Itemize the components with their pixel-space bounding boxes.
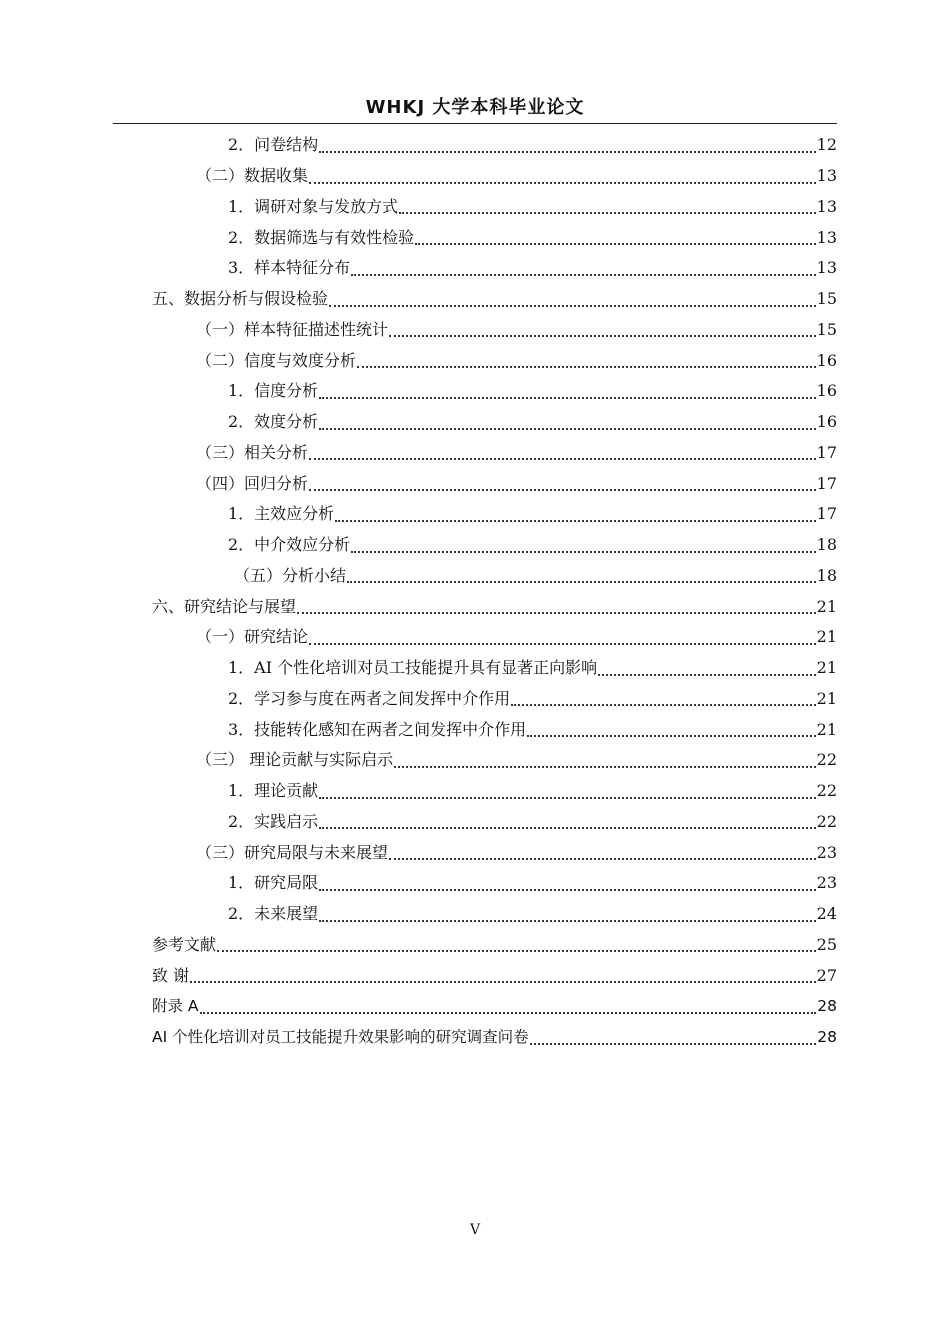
toc-dot-leader [399,211,815,214]
toc-entry-page: 15 [816,319,837,339]
toc-entry-page: 28 [817,1028,837,1047]
toc-entry-page: 28 [817,997,837,1016]
toc-entry-label: 五、数据分析与假设检验 [152,289,329,309]
toc-entry-label: 附录 A [152,997,199,1016]
toc-entry[interactable] [0,960,950,991]
toc-dot-leader [389,334,816,337]
page-header-title: WHKJ 大学本科毕业论文 [365,97,585,118]
toc-entry[interactable] [0,714,950,745]
toc-dot-leader [347,580,816,583]
toc-entry-label: （二）数据收集 [196,166,309,186]
toc-entry-label: 1．AI 个性化培训对员工技能提升具有显著正向影响 [228,658,598,678]
toc-entry[interactable] [0,807,950,838]
toc-entry-label: 2．学习参与度在两者之间发挥中介作用 [228,688,511,708]
toc-dot-leader [319,888,815,891]
toc-entry-page: 16 [816,350,837,370]
toc-entry-label: （二）信度与效度分析 [196,350,357,370]
toc-dot-leader [309,181,816,184]
toc-dot-leader [319,396,815,399]
toc-dot-leader [335,519,815,522]
toc-entry-page: 23 [816,873,837,893]
toc-entry-label: 1．理论贡献 [228,781,319,801]
toc-entry-page: 18 [816,565,837,585]
toc-dot-leader [351,550,815,553]
toc-entry[interactable] [0,837,950,868]
toc-entry[interactable] [0,868,950,899]
toc-entry-page: 21 [816,688,837,708]
toc-entry-label: 致 谢 [152,965,190,985]
toc-entry-label: 2．数据筛选与有效性检验 [228,227,415,247]
toc-entry[interactable] [0,345,950,376]
toc-dot-leader [190,980,816,983]
toc-entry[interactable] [0,776,950,807]
toc-entry-label: 3．技能转化感知在两者之间发挥中介作用 [228,719,527,739]
toc-dot-leader [394,765,816,768]
toc-entry-page: 13 [816,196,837,216]
toc-entry-page: 17 [816,473,837,493]
toc-entry-page: 17 [816,504,837,524]
toc-dot-leader [319,150,815,153]
toc-entry[interactable] [0,376,950,407]
toc-entry[interactable] [0,653,950,684]
toc-entry-label: 1．信度分析 [228,381,319,401]
toc-entry-page: 15 [816,289,837,309]
toc-entry-label: 2．未来展望 [228,904,319,924]
toc-entry[interactable] [0,130,950,161]
toc-dot-leader [389,857,816,860]
toc-entry-label: 2．中介效应分析 [228,535,351,555]
toc-entry-label: （一）研究结论 [196,627,309,647]
toc-entry-label: （三）研究局限与未来展望 [196,842,389,862]
toc-dot-leader [309,642,816,645]
toc-entry[interactable] [0,899,950,930]
toc-entry-label: 参考文献 [152,934,217,954]
toc-dot-leader [598,673,815,676]
toc-entry[interactable] [0,499,950,530]
toc-entry-page: 21 [816,719,837,739]
toc-entry[interactable] [0,315,950,346]
toc-dot-leader [217,949,816,952]
toc-entry[interactable] [0,591,950,622]
toc-dot-leader [297,611,816,614]
toc-dot-leader [309,488,816,491]
toc-entry-label: 1．调研对象与发放方式 [228,196,399,216]
header-rule [113,123,837,124]
toc-entry-page: 13 [816,166,837,186]
toc-dot-leader [415,242,815,245]
toc-entry[interactable] [0,284,950,315]
toc-dot-leader [319,796,815,799]
toc-dot-leader [530,1042,817,1045]
toc-entry[interactable] [0,622,950,653]
toc-entry-label: 2．效度分析 [228,412,319,432]
page-number: V [469,1222,481,1238]
toc-entry[interactable] [0,438,950,469]
toc-dot-leader [309,457,816,460]
toc-entry-page: 25 [816,934,837,954]
toc-dot-leader [351,273,815,276]
toc-dot-leader [357,365,816,368]
toc-entry[interactable] [0,192,950,223]
toc-entry[interactable] [0,468,950,499]
toc-dot-leader [200,1011,817,1014]
toc-entry-label: （三）相关分析 [196,442,309,462]
toc-entry[interactable] [0,161,950,192]
toc-entry-label: 1．主效应分析 [228,504,335,524]
toc-entry[interactable] [0,530,950,561]
toc-entry[interactable] [0,253,950,284]
toc-dot-leader [329,304,816,307]
toc-entry[interactable] [0,684,950,715]
toc-entry-label: 2．问卷结构 [228,135,319,155]
toc-entry-page: 21 [816,658,837,678]
toc-entry[interactable] [0,1022,950,1053]
toc-entry-page: 13 [816,258,837,278]
toc-entry[interactable] [0,745,950,776]
toc-entry-label: 3．样本特征分布 [228,258,351,278]
toc-entry-label: （五）分析小结 [234,565,347,585]
toc-dot-leader [319,919,815,922]
toc-dot-leader [511,703,815,706]
toc-dot-leader [319,826,815,829]
toc-entry-page: 22 [816,781,837,801]
toc-entry[interactable] [0,561,950,592]
toc-entry-page: 21 [816,627,837,647]
toc-entry[interactable] [0,930,950,961]
toc-entry-label: （三） 理论贡献与实际启示 [196,750,394,770]
toc-entry-page: 22 [816,811,837,831]
toc-entry-page: 24 [816,904,837,924]
toc-entry-label: 六、研究结论与展望 [152,596,297,616]
toc-entry-label: （一）样本特征描述性统计 [196,319,389,339]
toc-entry-label: AI 个性化培训对员工技能提升效果影响的研究调查问卷 [152,1028,529,1047]
toc-entry[interactable] [0,407,950,438]
toc-entry-page: 16 [816,412,837,432]
toc-entry-page: 21 [816,596,837,616]
toc-entry-page: 13 [816,227,837,247]
toc-entry[interactable] [0,222,950,253]
toc-entry-page: 16 [816,381,837,401]
toc-entry-label: 2．实践启示 [228,811,319,831]
toc-entry-page: 22 [816,750,837,770]
toc-dot-leader [319,427,815,430]
table-of-contents [0,130,950,1053]
toc-entry-page: 17 [816,442,837,462]
toc-dot-leader [527,734,815,737]
toc-entry-page: 23 [816,842,837,862]
toc-entry[interactable] [0,991,950,1022]
toc-entry-page: 18 [816,535,837,555]
toc-entry-page: 27 [816,965,837,985]
toc-entry-label: 1．研究局限 [228,873,319,893]
toc-entry-label: （四）回归分析 [196,473,309,493]
toc-entry-page: 12 [816,135,837,155]
